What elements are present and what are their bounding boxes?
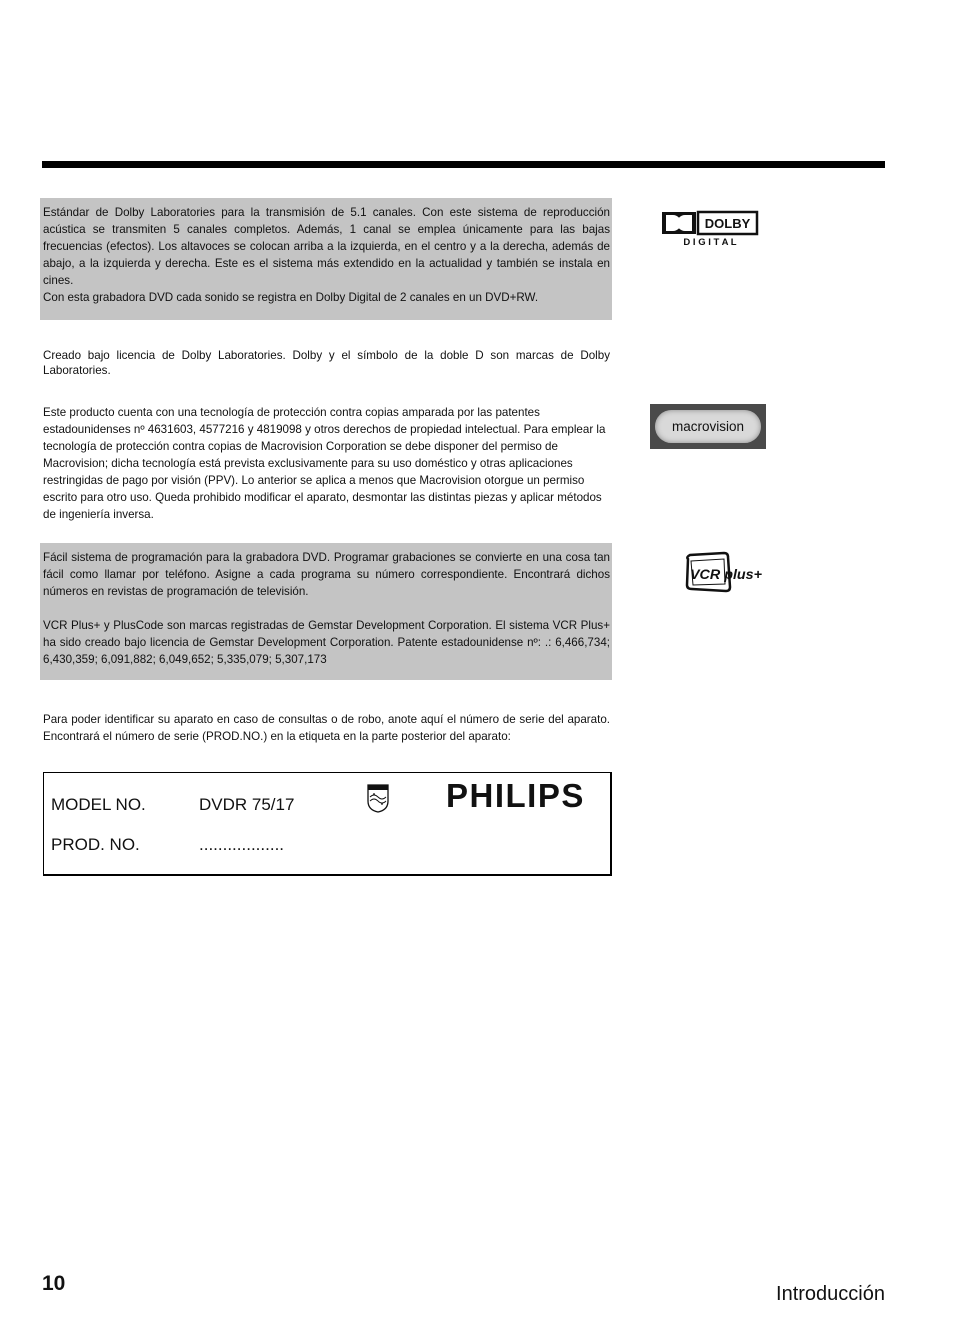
model-no-value: DVDR 75/17	[199, 795, 295, 814]
vcr-plus-description: Fácil sistema de programación para la grabadora DVD. Programar grabaciones se convierte en una cosa tan fácil como llamar por teléfono. Asigne a cada programa su número correspondiente. Encontrará dichos números en revistas de programación de televisión.	[43, 551, 610, 598]
dolby-license-section	[40, 348, 612, 378]
serial-number-text: Para poder identificar su aparato en caso de consultas o de robo, anote aquí el número de serie del aparato. Encontrará el número de serie (PROD.NO.) en la etiqueta en la parte posterior del aparato:	[43, 713, 610, 743]
macrovision-section	[40, 404, 612, 523]
dolby-license-text: Creado bajo licencia de Dolby Laboratories. Dolby y el símbolo de la doble D son marcas de Dolby Laboratories.	[43, 349, 610, 377]
serial-number-section	[40, 711, 612, 745]
vcr-plus-section	[40, 543, 612, 680]
model-no-label: MODEL NO.	[51, 795, 146, 814]
page-number: 10	[42, 1272, 66, 1295]
vcr-plus-logo-text: VCR plus+	[690, 567, 763, 582]
section-name: Introducción	[776, 1283, 885, 1305]
dolby-description: Estándar de Dolby Laboratories para la transmisión de 5.1 canales. Con este sistema de reproducción acústica se transmiten 5 canales completos. Además, 1 canal se emplea únicamente para las bajas frecuencias (efectos). Los altavoces se colocan arriba a la izquierda, en el centro y a la derecha, además de abajo, a la izquierda y derecha. Este es el sistema más extendido en la actualidad y también se instala en cines.	[43, 206, 610, 287]
philips-brand-wordmark: PHILIPS	[446, 777, 585, 814]
dolby-recording-note: Con esta grabadora DVD cada sonido se registra en Dolby Digital de 2 canales en un DVD+RW.	[43, 291, 539, 304]
product-label-box	[43, 772, 612, 876]
philips-shield-icon	[366, 783, 390, 813]
macrovision-logo	[650, 404, 766, 449]
macrovision-text: Este producto cuenta con una tecnología de protección contra copias amparada por las patentes estadounidenses nº 4631603, 4577216 y 4819098 y otros derechos de propiedad intelectual. Para emplear la tecnología de protección contra copias de Macrovision Corporation se debe disponer del permiso de Macrovision; dicha tecnología está prevista exclusivamente para su uso doméstico y otras aplicaciones restringidas de pago por visión (PPV). Lo anterior se aplica a menos que Macrovision otorgue un permiso escrito para otro uso. Queda prohibido modificar el aparato, desmontar las distintas piezas y aplicar métodos de ingeniería inversa.	[43, 406, 606, 521]
vcr-plus-logo	[684, 549, 766, 593]
dolby-logo-digital: D I G I T A L	[683, 237, 737, 248]
prod-no-field[interactable]: ..................	[199, 835, 285, 854]
top-rule	[42, 161, 885, 168]
vcr-plus-trademark: VCR Plus+ y PlusCode son marcas registradas de Gemstar Development Corporation. El sistema VCR Plus+ ha sido creado bajo licencia de Gemstar Development Corporation. Patente estadounidense nº: .: 6,466,734; 6,430,359; 6,091,882; 6,049,652; 5,335,079; 5,307,173	[43, 619, 610, 666]
dolby-digital-logo	[660, 210, 760, 248]
prod-no-label: PROD. NO.	[51, 835, 140, 854]
macrovision-logo-text: macrovision	[671, 419, 745, 434]
dolby-logo-word: DOLBY	[704, 216, 751, 231]
dolby-digital-section	[40, 198, 612, 320]
